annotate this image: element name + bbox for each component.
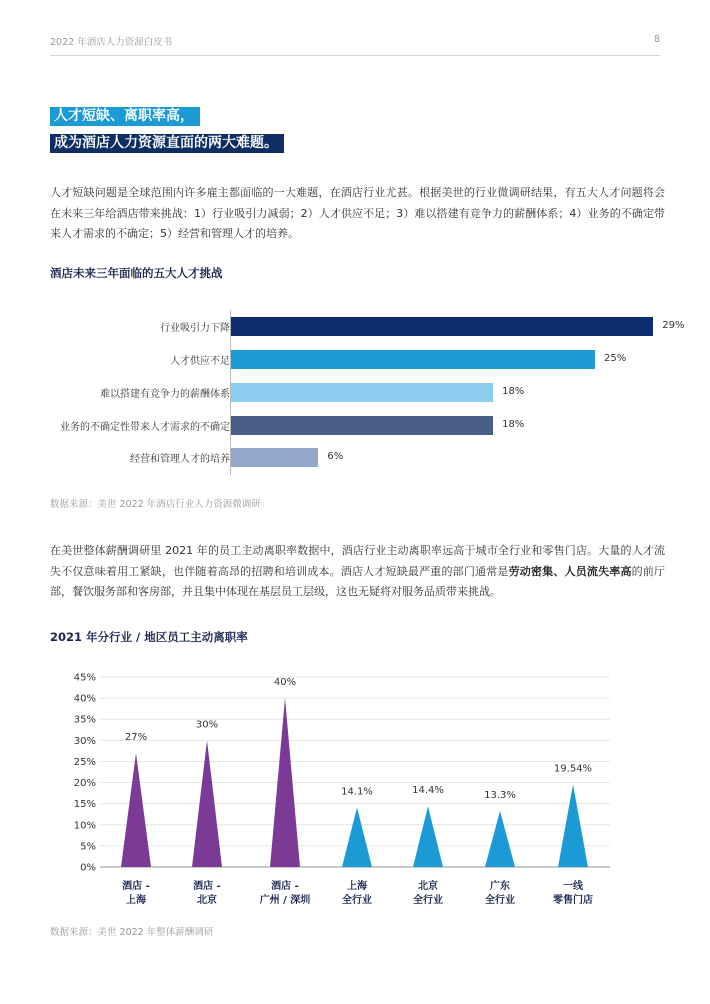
chart1-category-label: 行业吸引力下降	[160, 323, 230, 334]
intro-paragraph: 人才短缺问题是全球范围内许多雇主都面临的一大难题，在酒店行业尤甚。根据美世的行业微调研结果，有五大人才问题将会在未来三年给酒店带来挑战：1）行业吸引力减弱；2）人才供应不足；3）难以搭建有竞争力的薪酬体系；4）业务的不确定带来人才需求的不确定；5）经营和管理人才的培养。	[50, 186, 665, 240]
chart2-category-label: 上海	[126, 895, 146, 906]
turnover-paragraph-text-2: 的前厅部，餐饮服务部和客房部，并且集中体现在基层员工层级，这也无疑将对服务品质带来挑战。	[50, 564, 666, 598]
chart1-value-label: 29%	[662, 320, 685, 331]
chart1-row	[50, 317, 685, 336]
chart2-triangle-bar	[558, 784, 588, 867]
chart2-category-label: 酒店 -	[122, 881, 150, 892]
document-title: 2022 年酒店人力资源白皮书	[50, 37, 173, 48]
page-header	[50, 32, 660, 56]
chart2-value-label: 40%	[273, 677, 297, 689]
talent-challenges-chart	[50, 310, 685, 475]
chart2-ytick-label: 40%	[73, 693, 96, 705]
chart1-bar	[231, 383, 493, 402]
chart2-value-label: 13.3%	[484, 789, 516, 801]
chart2-value-label: 14.4%	[412, 785, 444, 797]
chart2-ytick-label: 10%	[73, 820, 96, 832]
headline-line-2: 成为酒店人力资源直面的两大难题。	[50, 134, 284, 153]
turnover-paragraph	[50, 541, 665, 603]
chart2-ytick-label: 20%	[73, 778, 96, 790]
page-number: 8	[653, 34, 660, 45]
chart2-category-label: 酒店 -	[271, 881, 299, 892]
turnover-paragraph-text-1: 在美世整体薪酬调研里 2021 年的员工主动离职率数据中，酒店行业主动离职率远高于城市全行业和零售门店。大量的人才流失不仅意味着用工紧缺，也伴随着高昂的招聘和培训成本。酒店人才短缺最严重的部门通常是	[50, 544, 665, 578]
chart1-value-label: 6%	[327, 451, 344, 462]
chart2-source: 数据来源：美世 2022 年整体薪酬调研	[50, 927, 214, 938]
chart2-value-label: 19.54%	[553, 763, 593, 775]
chart2-value-label: 27%	[124, 732, 148, 743]
chart1-bar	[231, 350, 595, 369]
chart1-bar	[231, 416, 493, 435]
turnover-rate-chart	[50, 668, 630, 918]
chart1-value-label: 18%	[502, 419, 525, 430]
chart2-ytick-label: 0%	[80, 862, 96, 874]
chart2-ytick-label: 45%	[73, 672, 96, 684]
chart2-category-label: 上海	[347, 881, 367, 892]
chart1-bar	[231, 317, 653, 336]
chart2-ytick-label: 5%	[80, 841, 96, 853]
chart2-category-label: 零售门店	[553, 895, 593, 906]
chart1-source: 数据来源：美世 2022 年酒店行业人力资源微调研	[50, 499, 261, 510]
chart1-category-label: 业务的不确定性带来人才需求的不确定	[60, 422, 230, 433]
chart2-category-label: 全行业	[342, 895, 372, 906]
chart2-triangle-bar	[121, 753, 151, 867]
chart2-category-label: 北京	[197, 895, 217, 906]
headline-line-1: 人才短缺、离职率高，	[50, 107, 200, 126]
chart2-ytick-label: 25%	[73, 756, 96, 768]
chart2-category-label: 全行业	[485, 895, 515, 906]
chart2-triangle-bar	[413, 806, 443, 867]
chart2-category-label: 广州 / 深圳	[259, 895, 311, 906]
chart2-category-label: 广东	[490, 881, 510, 892]
chart1-category-label: 经营和管理人才的培养	[130, 454, 230, 465]
chart1-value-label: 25%	[604, 353, 627, 364]
chart1-row	[50, 383, 665, 402]
chart1-category-label: 难以搭建有竞争力的薪酬体系	[100, 389, 230, 400]
chart1-row	[50, 350, 665, 369]
turnover-paragraph-bold: 劳动密集、人员流失率高	[508, 564, 632, 578]
chart2-title: 2021 年分行业 / 地区员工主动离职率	[50, 630, 248, 644]
chart2-category-label: 全行业	[413, 895, 443, 906]
chart2-value-label: 30%	[195, 719, 219, 731]
chart2-ytick-label: 35%	[73, 714, 96, 726]
chart2-category-label: 北京	[418, 881, 438, 892]
chart1-category-label: 人才供应不足	[170, 356, 230, 367]
chart2-value-label: 14.1%	[341, 786, 373, 798]
chart2-category-label: 一线	[563, 881, 583, 892]
chart1-row	[50, 416, 665, 435]
chart1-bar	[231, 448, 318, 467]
chart1-row	[50, 448, 665, 467]
chart2-triangle-bar	[485, 811, 515, 867]
chart2-triangle-bar	[342, 807, 372, 867]
chart2-ytick-label: 30%	[73, 735, 96, 747]
chart2-category-label: 酒店 -	[193, 881, 221, 892]
chart2-ytick-label: 15%	[73, 799, 96, 811]
chart1-title: 酒店未来三年面临的五大人才挑战	[50, 266, 223, 280]
chart1-value-label: 18%	[502, 386, 525, 397]
